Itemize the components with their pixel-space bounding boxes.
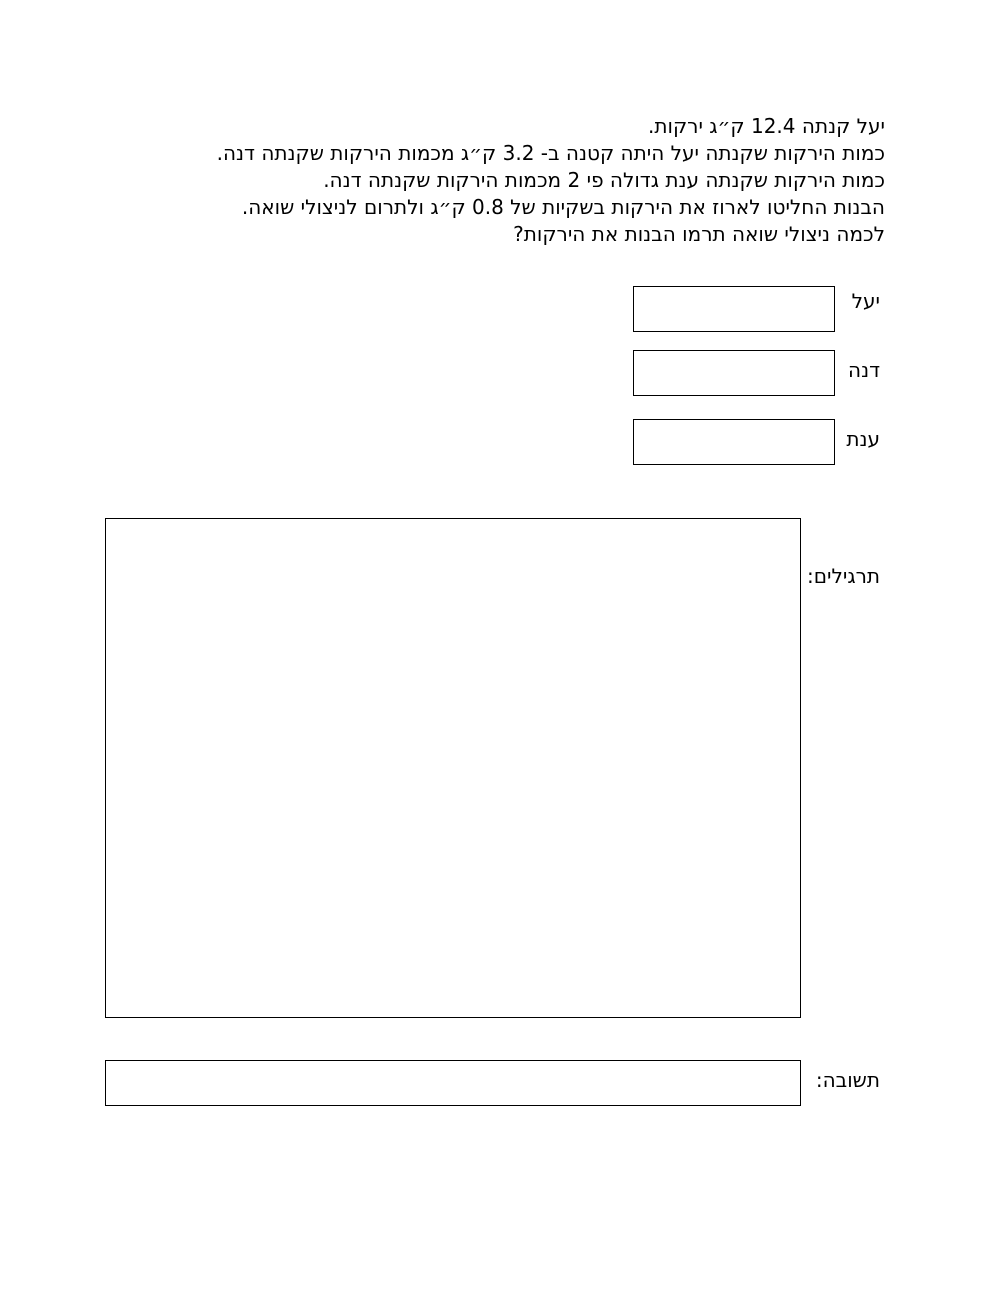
yael-label: יעל: [851, 289, 880, 313]
problem-text: [125, 113, 885, 248]
dana-label: דנה: [848, 358, 880, 382]
anat-label: ענת: [846, 427, 880, 451]
problem-line-5: לכמה ניצולי שואה תרמו הבנות את הירקות?: [513, 222, 885, 246]
exercises-work-area[interactable]: [105, 518, 801, 1018]
answer-label: תשובה:: [815, 1068, 880, 1092]
final-answer-field[interactable]: [105, 1060, 801, 1106]
problem-line-4: הבנות החליטו לארוז את הירקות בשקיות של 0.8 ק״ג ולתרום לניצולי שואה.: [241, 195, 885, 219]
anat-answer-field[interactable]: [633, 419, 835, 465]
exercises-label: תרגילים:: [807, 564, 880, 588]
problem-line-2: כמות הירקות שקנתה יעל היתה קטנה ב- 3.2 ק״ג מכמות הירקות שקנתה דנה.: [216, 141, 885, 165]
yael-answer-field[interactable]: [633, 286, 835, 332]
dana-answer-field[interactable]: [633, 350, 835, 396]
problem-line-1: יעל קנתה 12.4 ק״ג ירקות.: [648, 114, 885, 138]
problem-line-3: כמות הירקות שקנתה ענת גדולה פי 2 מכמות הירקות שקנתה דנה.: [323, 168, 885, 192]
